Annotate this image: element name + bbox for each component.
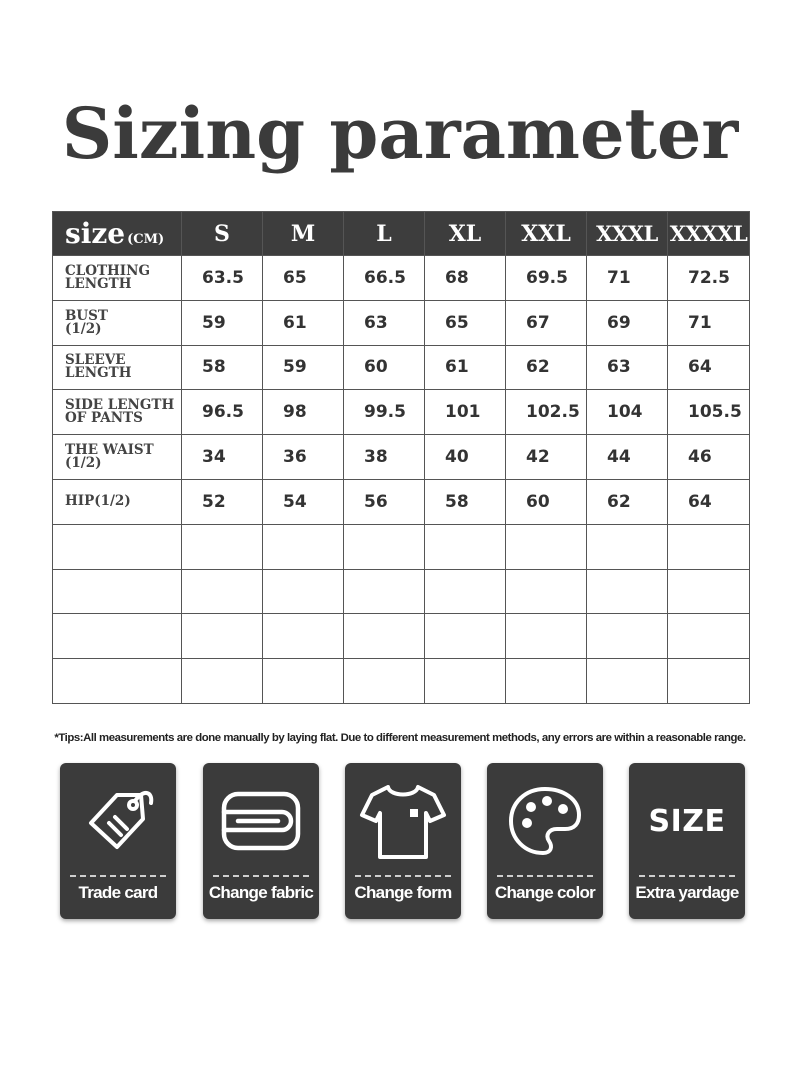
- measurement-cell: 69.5: [506, 256, 587, 301]
- tips-note: *Tips:All measurements are done manually by laying flat. Due to different measurement methods, any errors are within a reasonable range.: [54, 732, 746, 744]
- empty-cell: [53, 569, 182, 614]
- row-label: [53, 435, 182, 480]
- card-label: Change form: [354, 883, 452, 902]
- tag-icon: [73, 781, 163, 861]
- card-trade-card: [60, 763, 176, 919]
- measurement-cell: 63.5: [182, 256, 263, 301]
- row-label-line2: (1/2): [65, 320, 102, 337]
- table-row: [53, 256, 750, 301]
- empty-cell: [587, 524, 668, 569]
- empty-cell: [425, 614, 506, 659]
- empty-cell: [344, 524, 425, 569]
- empty-cell: [587, 614, 668, 659]
- size-column-header: L: [344, 212, 425, 256]
- row-label: [53, 300, 182, 345]
- empty-cell: [425, 524, 506, 569]
- size-column-header: M: [263, 212, 344, 256]
- empty-cell: [53, 614, 182, 659]
- palette-icon: [505, 783, 585, 859]
- measurement-cell: 59: [182, 300, 263, 345]
- size-icon: SIZE: [648, 803, 726, 839]
- empty-row: [53, 524, 750, 569]
- empty-cell: [263, 614, 344, 659]
- measurement-cell: 71: [668, 300, 750, 345]
- empty-cell: [344, 614, 425, 659]
- measurement-cell: 36: [263, 435, 344, 480]
- measurement-cell: 62: [506, 345, 587, 390]
- fabric-icon: [216, 786, 306, 856]
- table-row: [53, 345, 750, 390]
- empty-cell: [506, 614, 587, 659]
- row-label-line2: LENGTH: [65, 275, 132, 292]
- row-label-line2: (1/2): [65, 455, 102, 472]
- empty-cell: [182, 659, 263, 704]
- empty-cell: [587, 659, 668, 704]
- measurement-cell: 56: [344, 479, 425, 524]
- measurement-cell: 60: [506, 479, 587, 524]
- page-title: Sizing parameter: [61, 92, 739, 175]
- row-label-line1: BUST: [65, 307, 108, 324]
- empty-cell: [506, 524, 587, 569]
- table-row: [53, 300, 750, 345]
- measurement-cell: 64: [668, 479, 750, 524]
- measurement-cell: 105.5: [668, 390, 750, 435]
- row-label: [53, 479, 182, 524]
- size-column-header: XXXL: [587, 212, 668, 256]
- size-column-header: XXXXL: [668, 212, 750, 256]
- table-row: [53, 479, 750, 524]
- measurement-cell: 69: [587, 300, 668, 345]
- measurement-cell: 66.5: [344, 256, 425, 301]
- empty-cell: [668, 659, 750, 704]
- measurement-cell: 71: [587, 256, 668, 301]
- measurement-cell: 46: [668, 435, 750, 480]
- size-table: [52, 211, 750, 704]
- empty-cell: [182, 524, 263, 569]
- card-change-color: [487, 763, 603, 919]
- size-header: [53, 212, 182, 256]
- row-label: [53, 345, 182, 390]
- size-column-header: XL: [425, 212, 506, 256]
- measurement-cell: 72.5: [668, 256, 750, 301]
- card-change-fabric: [203, 763, 319, 919]
- row-label-line2: OF PANTS: [65, 410, 143, 427]
- measurement-cell: 58: [182, 345, 263, 390]
- measurement-cell: 34: [182, 435, 263, 480]
- measurement-cell: 58: [425, 479, 506, 524]
- measurement-cell: 38: [344, 435, 425, 480]
- card-label: Trade card: [78, 883, 158, 902]
- card-label: Extra yardage: [635, 883, 739, 902]
- empty-cell: [263, 569, 344, 614]
- measurement-cell: 44: [587, 435, 668, 480]
- measurement-cell: 102.5: [506, 390, 587, 435]
- measurement-cell: 42: [506, 435, 587, 480]
- row-label-line1: HIP(1/2): [65, 493, 131, 510]
- measurement-cell: 61: [263, 300, 344, 345]
- row-label-line1: THE WAIST: [65, 442, 154, 459]
- row-label-line1: SIDE LENGTH: [65, 397, 175, 414]
- size-column-header: XXL: [506, 212, 587, 256]
- measurement-cell: 60: [344, 345, 425, 390]
- measurement-cell: 64: [668, 345, 750, 390]
- empty-cell: [587, 569, 668, 614]
- measurement-cell: 104: [587, 390, 668, 435]
- empty-cell: [506, 569, 587, 614]
- card-label: Change fabric: [208, 883, 314, 902]
- row-label-line2: LENGTH: [65, 365, 132, 382]
- row-label-line1: SLEEVE: [65, 352, 126, 369]
- tshirt-icon: [358, 779, 448, 863]
- measurement-cell: 98: [263, 390, 344, 435]
- empty-cell: [425, 659, 506, 704]
- measurement-cell: 65: [425, 300, 506, 345]
- measurement-cell: 67: [506, 300, 587, 345]
- empty-cell: [344, 569, 425, 614]
- empty-cell: [53, 524, 182, 569]
- size-label: size: [65, 217, 126, 250]
- card-extra-yardage: [629, 763, 745, 919]
- empty-cell: [53, 659, 182, 704]
- measurement-cell: 59: [263, 345, 344, 390]
- empty-cell: [263, 659, 344, 704]
- empty-cell: [182, 569, 263, 614]
- feature-cards: [60, 763, 750, 919]
- measurement-cell: 54: [263, 479, 344, 524]
- table-row: [53, 435, 750, 480]
- empty-cell: [668, 524, 750, 569]
- measurement-cell: 63: [587, 345, 668, 390]
- measurement-cell: 68: [425, 256, 506, 301]
- empty-cell: [263, 524, 344, 569]
- table-row: [53, 390, 750, 435]
- row-label-line1: CLOTHING: [65, 262, 150, 279]
- row-label: [53, 256, 182, 301]
- measurement-cell: 62: [587, 479, 668, 524]
- empty-cell: [425, 569, 506, 614]
- empty-cell: [506, 659, 587, 704]
- empty-cell: [668, 569, 750, 614]
- header-row: [53, 212, 750, 256]
- unit-label: (CM): [127, 232, 165, 247]
- measurement-cell: 65: [263, 256, 344, 301]
- measurement-cell: 52: [182, 479, 263, 524]
- empty-cell: [668, 614, 750, 659]
- measurement-cell: 99.5: [344, 390, 425, 435]
- measurement-cell: 61: [425, 345, 506, 390]
- empty-row: [53, 569, 750, 614]
- card-change-form: [345, 763, 461, 919]
- measurement-cell: 63: [344, 300, 425, 345]
- empty-cell: [344, 659, 425, 704]
- measurement-cell: 96.5: [182, 390, 263, 435]
- empty-row: [53, 659, 750, 704]
- row-label: [53, 390, 182, 435]
- size-column-header: S: [182, 212, 263, 256]
- empty-cell: [182, 614, 263, 659]
- measurement-cell: 40: [425, 435, 506, 480]
- measurement-cell: 101: [425, 390, 506, 435]
- card-label: Change color: [494, 883, 596, 902]
- empty-row: [53, 614, 750, 659]
